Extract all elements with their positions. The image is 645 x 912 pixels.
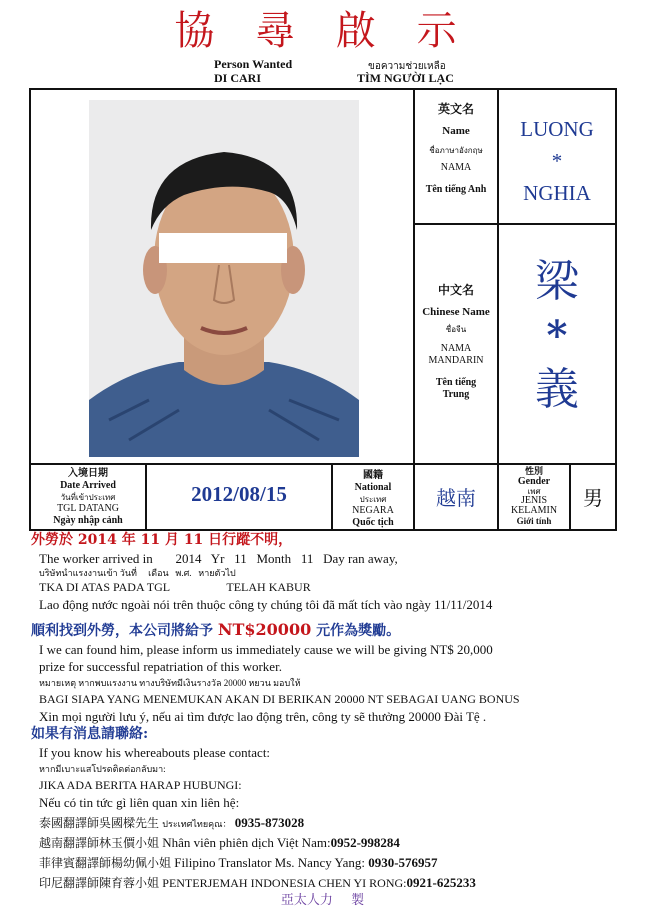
date-arrived-label-cell <box>29 463 147 531</box>
footer <box>0 889 645 908</box>
vn-heading: TÌM NGƯỜI LẠC <box>357 71 454 85</box>
reward-vn: Xin mọi người lưu ý, nếu ai tìm được lao động trên, công ty sẽ thưởng 20000 Đài Tệ . <box>39 709 487 724</box>
reward-zh-line <box>31 620 631 641</box>
nationality-label-en: National <box>354 482 392 493</box>
info-table <box>29 88 617 531</box>
contact-vn: Nếu có tin tức gì liên quan xin liên hệ: <box>39 795 240 810</box>
runaway-vn: Lao động nước ngoài nói trên thuộc công ty chúng tôi đã mất tích vào ngày 11/11/2014 <box>39 597 493 612</box>
date-arrived-label-en: Date Arrived <box>60 480 116 491</box>
english-name-label-id: NAMA <box>440 162 472 173</box>
nationality-value-cell <box>413 463 499 531</box>
chinese-name-label-th: ชื่อจีน <box>445 325 467 334</box>
nationality-label-zh: 國籍 <box>363 470 383 481</box>
english-name-label-zh: 英文名 <box>437 102 474 116</box>
contact-th: หากมีเบาะแสโปรดติดต่อกลับมา: <box>39 764 166 774</box>
contact-indonesia-extra: PENTERJEMAH INDONESIA CHEN YI RONG: <box>162 876 407 890</box>
english-name-value-cell <box>497 88 617 225</box>
nationality-value: 越南 <box>436 486 476 510</box>
chinese-name-sep: * <box>546 312 568 359</box>
contact-list <box>39 813 641 893</box>
contact-philippines-extra: Filipino Translator Ms. Nancy Yang: <box>174 855 365 870</box>
gender-label-id2: KELAMIN <box>510 505 558 516</box>
english-name-label-vn: Tên tiếng Anh <box>425 184 487 195</box>
nationality-label-cell <box>331 463 415 531</box>
runaway-en: The worker arrived in 2014 Yr 11 Month 11 Day ran away, <box>39 551 398 566</box>
contact-philippines-phone: 0930-576957 <box>368 855 438 870</box>
english-name-line1: LUONG <box>520 117 594 141</box>
chinese-name-char2: 義 <box>535 364 579 415</box>
chinese-name-label-vn2: Trung <box>442 389 470 400</box>
date-arrived-label-zh: 入境日期 <box>68 468 108 479</box>
runaway-th: บริษัทนำแรงงานเข้า วันที่ เดือน พ.ศ. หายตัวไป <box>39 568 236 578</box>
runaway-id: TKA DI ATAS PADA TGL TELAH KABUR <box>39 580 311 594</box>
gender-label-cell <box>497 463 571 531</box>
contact-vietnam-phone: 0952-998284 <box>330 835 400 850</box>
contact-indonesia-phone: 0921-625233 <box>406 875 476 890</box>
date-arrived-label-vn: Ngày nhập cảnh <box>53 515 123 526</box>
nationality-label-th: ประเทศ <box>359 495 387 504</box>
gender-label-vn: Giới tính <box>516 516 552 526</box>
gender-label-en: Gender <box>517 476 551 487</box>
page-title: 協 尋 啟 示 <box>174 8 471 54</box>
contact-line-thai <box>39 813 641 833</box>
english-name-label-en: Name <box>442 125 470 137</box>
contact-id: JIKA ADA BERITA HARAP HUBUNGI: <box>39 778 242 792</box>
runaway-zh: 外勞於 2014 年 11 月 11 日行蹤不明， <box>31 532 293 548</box>
english-name-label-th: ชื่อภาษาอังกฤษ <box>429 146 483 155</box>
contact-vietnam-extra: Nhân viên phiên dịch Việt Nam: <box>162 835 331 850</box>
contact-zh: 如果有消息請聯絡: <box>31 726 149 742</box>
reward-en-1: I we can found him, please inform us immediately cause we will be giving NT$ 20,000 <box>39 642 493 657</box>
nationality-label-id: NEGARA <box>352 505 394 516</box>
nationality-label-vn: Quốc tịch <box>352 517 394 528</box>
chinese-name-label-vn1: Tên tiếng <box>435 377 477 388</box>
di-cari-label: DI CARI <box>214 71 262 85</box>
contact-thai-who: 泰國翻譯師吳國樑先生 <box>39 816 160 830</box>
contact-line-philippines <box>39 853 641 873</box>
person-photo <box>89 100 359 457</box>
contact-thai-phone: 0935-873028 <box>234 815 305 830</box>
chinese-name-label-id2: MANDARIN <box>428 355 484 366</box>
reward-en-2: prize for successful repatriation of this worker. <box>39 659 282 674</box>
contact-indonesia-who: 印尼翻譯師陳育蓉小姐 <box>39 876 160 890</box>
person-wanted-label: Person Wanted <box>214 57 293 71</box>
english-name-line2: NGHIA <box>523 181 591 205</box>
reward-amount: NT$20000 <box>217 620 312 639</box>
chinese-name-label-en: Chinese Name <box>422 306 490 318</box>
footer-made: 製 <box>351 893 365 908</box>
chinese-name-char1: 梁 <box>535 256 579 307</box>
photo-cell <box>29 88 415 465</box>
contact-vietnam-who: 越南翻譯師林玉價小姐 <box>39 836 160 850</box>
contact-line-vietnam <box>39 833 641 853</box>
gender-value: 男 <box>583 486 603 510</box>
reward-zh-suffix: 元作為獎勵。 <box>311 623 401 639</box>
chinese-name-label-id1: NAMA <box>440 343 472 354</box>
reward-zh-prefix: 順利找到外勞，本公司將給予 <box>31 623 218 639</box>
thai-heading: ขอความช่วยเหลือ <box>368 61 446 72</box>
reward-th: หมายเหตุ หากพบแรงงาน ทางบริษัทมีเงินรางวัล 20000 หยวน มอบให้ <box>39 678 301 688</box>
gender-value-cell <box>569 463 617 531</box>
date-arrived-value: 2012/08/15 <box>191 482 287 506</box>
footer-company: 亞太人力 <box>280 893 333 908</box>
english-name-label-cell <box>413 88 499 225</box>
date-arrived-value-cell <box>145 463 333 531</box>
reward-id: BAGI SIAPA YANG MENEMUKAN AKAN DI BERIKAN 20000 NT SEBAGAI UANG BONUS <box>39 692 520 706</box>
date-arrived-label-th: วันที่เข้าประเทศ <box>60 493 116 502</box>
contact-en: If you know his whereabouts please contact: <box>39 745 271 760</box>
gender-label-zh: 性別 <box>524 466 543 476</box>
gender-label-th: เพศ <box>527 487 541 496</box>
contact-thai-extra: ประเทศไทยคุณ： <box>162 819 232 829</box>
date-arrived-label-id: TGL DATANG <box>57 503 119 514</box>
chinese-name-value-cell <box>497 223 617 465</box>
chinese-name-label-cell <box>413 223 499 465</box>
contact-philippines-who: 菲律賓翻譯師楊幼佩小姐 <box>39 856 172 870</box>
gender-label-id1: JENIS <box>520 495 548 506</box>
chinese-name-label-zh: 中文名 <box>437 283 474 297</box>
english-name-sep: * <box>551 149 563 173</box>
